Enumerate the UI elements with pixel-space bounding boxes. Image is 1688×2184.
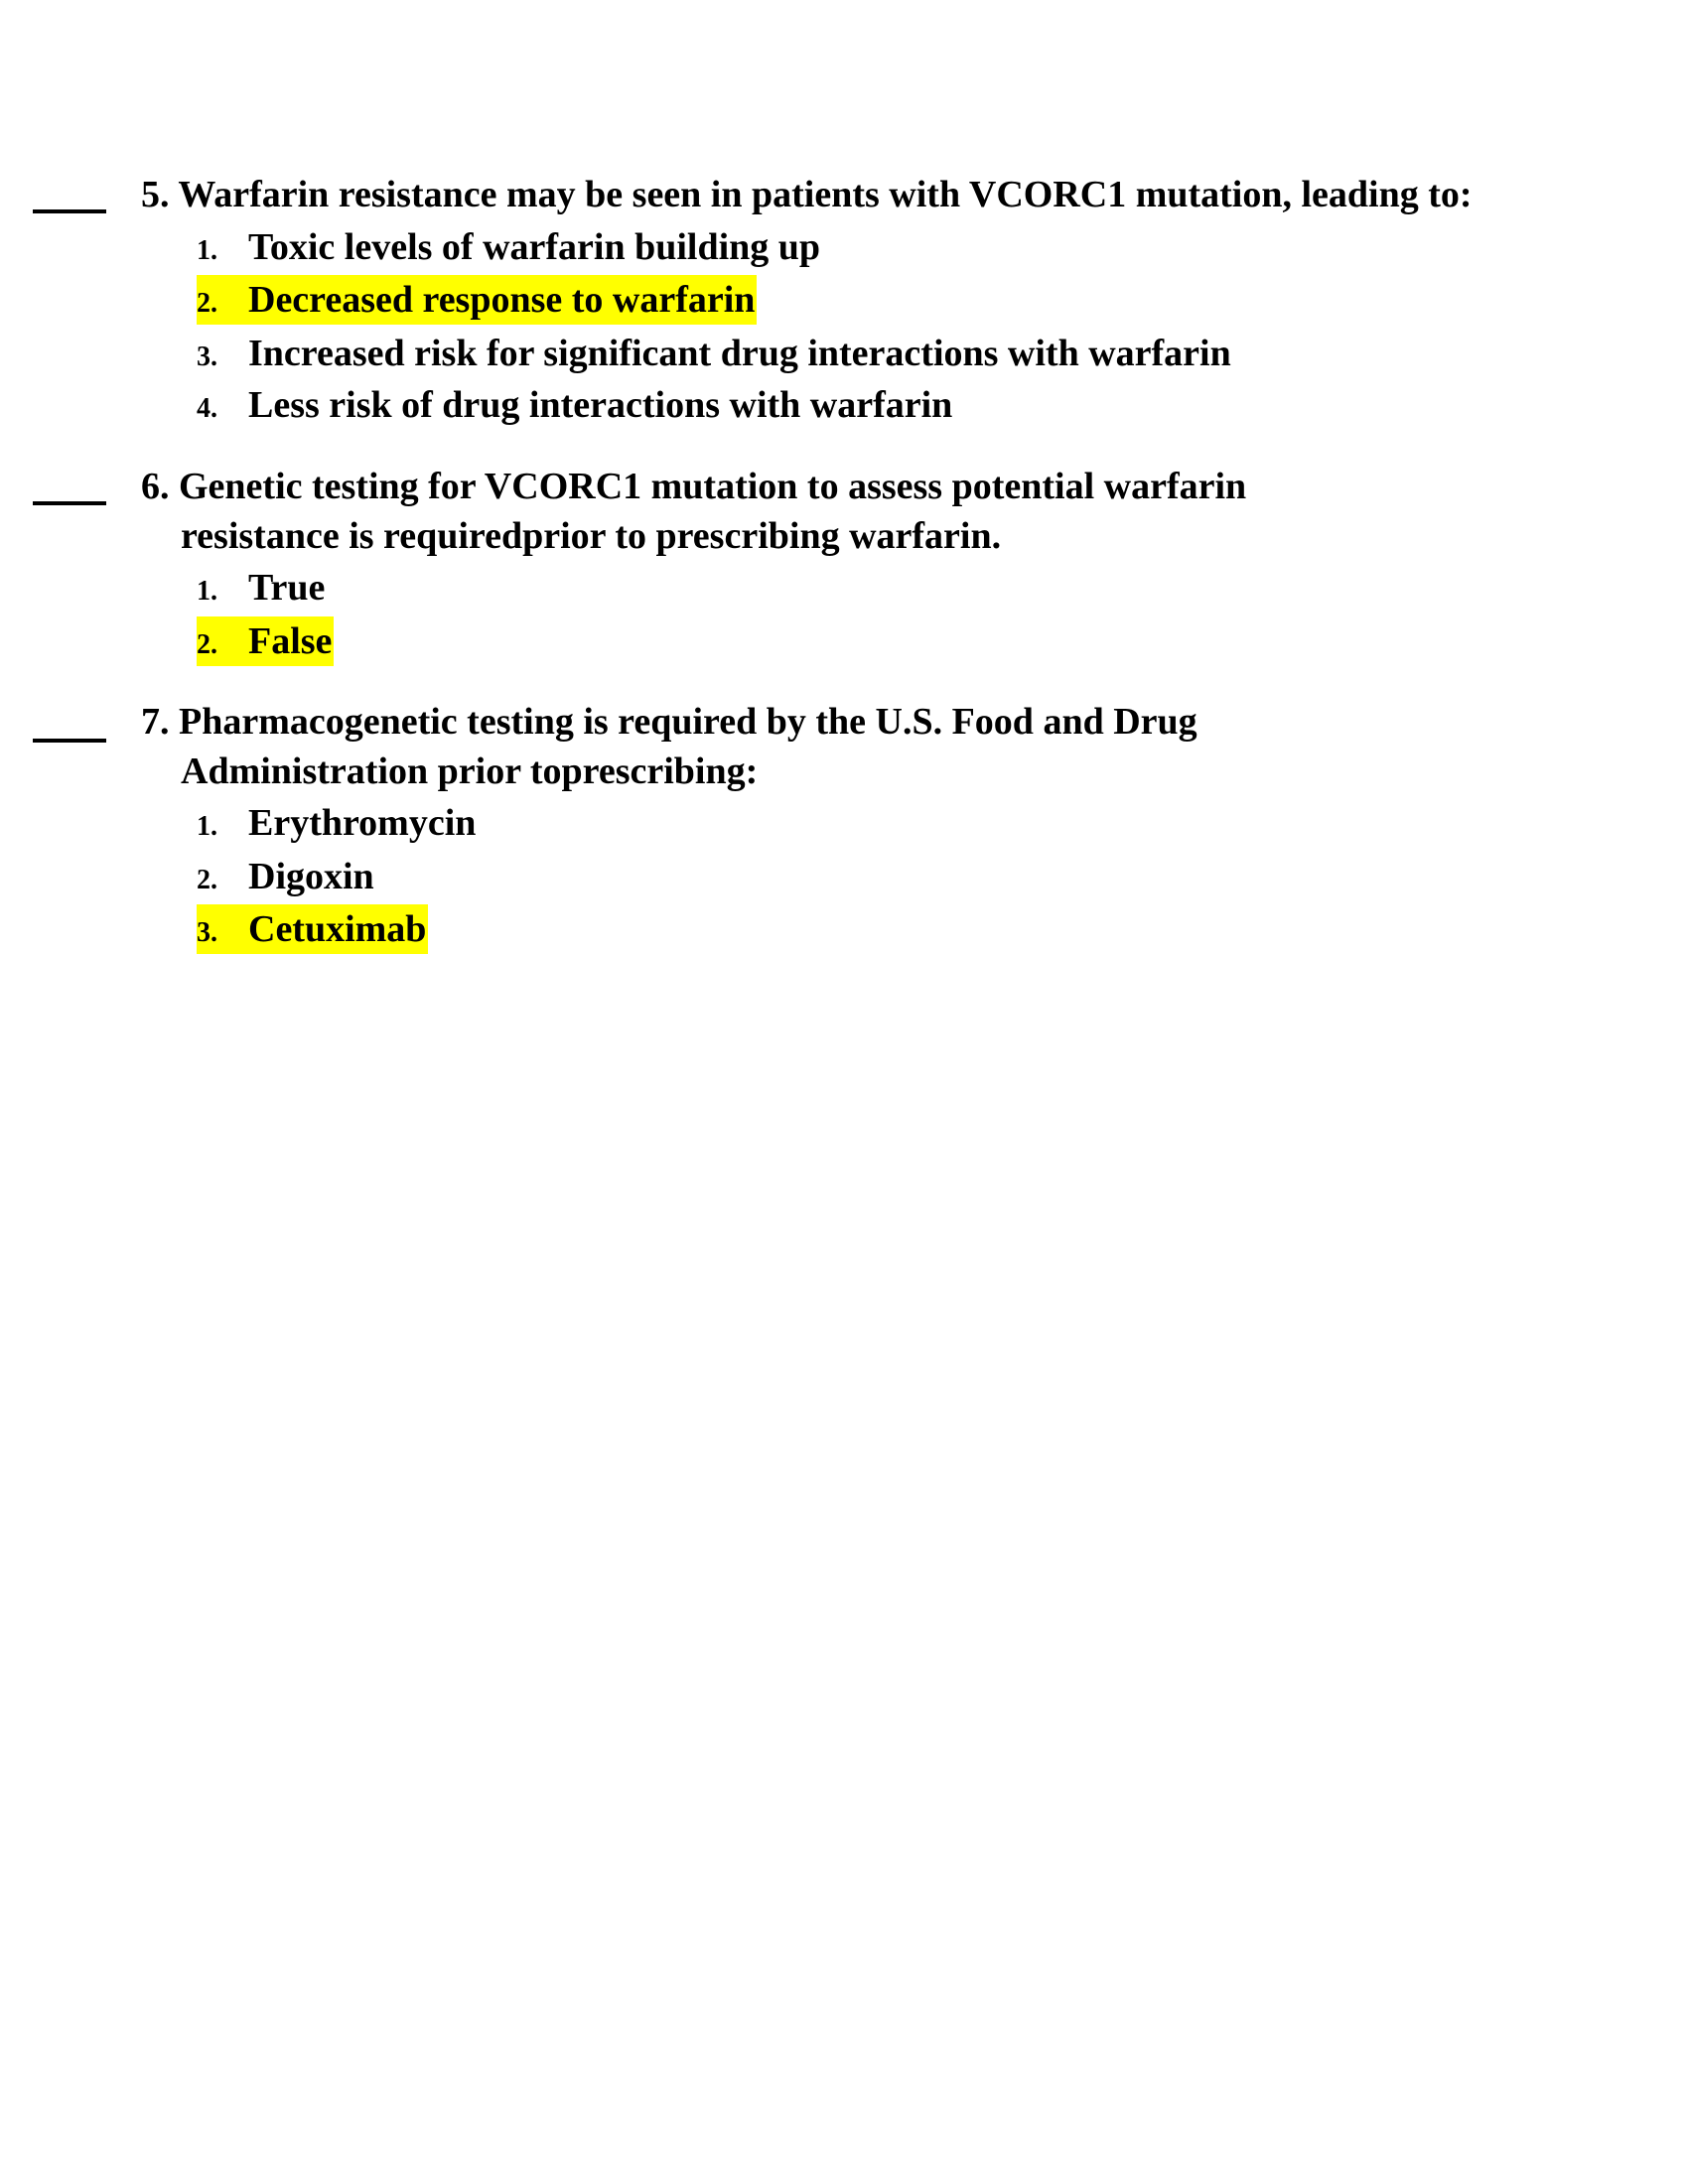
- option-text: Cetuximab: [248, 908, 427, 950]
- answer-blank[interactable]: [33, 739, 106, 743]
- option-number: 3.: [197, 917, 217, 948]
- option-number: 3.: [197, 341, 217, 372]
- option-number: 2.: [197, 629, 217, 660]
- question-text: 6. Genetic testing for VCORC1 mutation to assess potential warfarin: [141, 466, 1247, 507]
- option-3[interactable]: [197, 329, 1233, 378]
- option-text: False: [248, 620, 333, 662]
- option-number: 4.: [197, 393, 217, 424]
- option-text: Decreased response to warfarin: [248, 279, 756, 321]
- answer-blank[interactable]: [33, 501, 106, 505]
- option-1[interactable]: [197, 798, 478, 848]
- option-4[interactable]: [197, 380, 954, 430]
- question-text-continued: resistance is requiredprior to prescribing warfarin.: [181, 515, 1002, 557]
- option-2[interactable]: [197, 852, 376, 901]
- option-number: 1.: [197, 235, 217, 266]
- option-2-highlighted[interactable]: [197, 616, 334, 666]
- option-number: 2.: [197, 865, 217, 895]
- option-3-highlighted[interactable]: [197, 904, 428, 954]
- option-number: 2.: [197, 288, 217, 319]
- option-text: Toxic levels of warfarin building up: [248, 226, 821, 268]
- option-2-highlighted[interactable]: [197, 275, 757, 325]
- option-1[interactable]: [197, 222, 822, 272]
- option-text: Digoxin: [248, 856, 374, 897]
- option-text: True: [248, 567, 326, 609]
- question-text: 5. Warfarin resistance may be seen in patients with VCORC1 mutation, leading to:: [141, 174, 1473, 215]
- option-number: 1.: [197, 576, 217, 607]
- question-text: 7. Pharmacogenetic testing is required by the U.S. Food and Drug: [141, 701, 1197, 743]
- option-text: Increased risk for significant drug interactions with warfarin: [248, 333, 1231, 374]
- option-number: 1.: [197, 811, 217, 842]
- option-text: Erythromycin: [248, 802, 477, 844]
- question-text-continued: Administration prior toprescribing:: [181, 751, 759, 792]
- answer-blank[interactable]: [33, 209, 106, 213]
- option-1[interactable]: [197, 563, 327, 613]
- option-text: Less risk of drug interactions with warfarin: [248, 384, 953, 426]
